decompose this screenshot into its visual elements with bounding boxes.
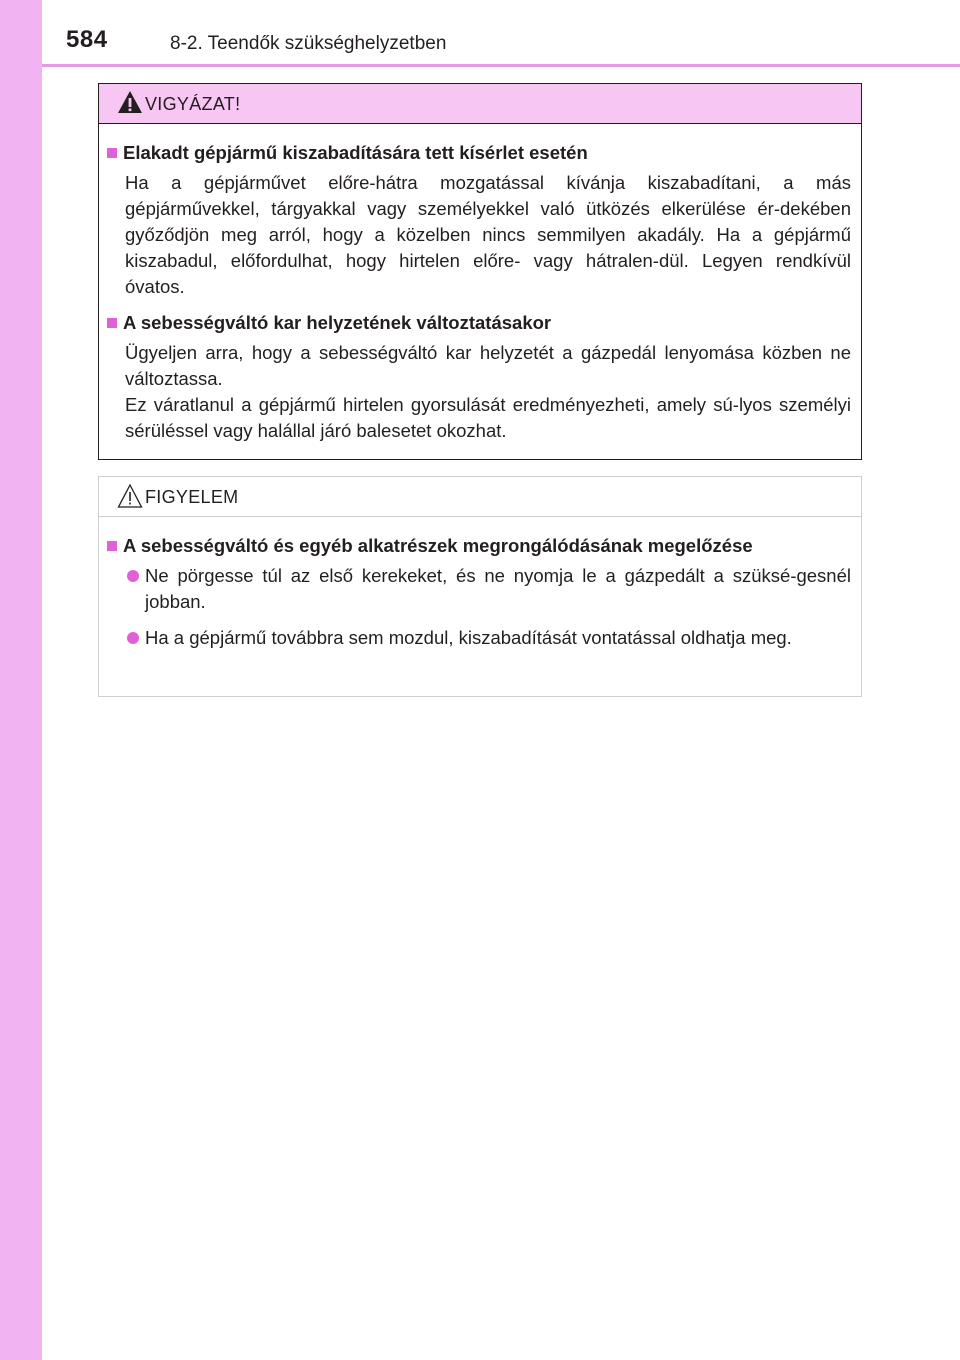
- square-bullet-icon: [107, 541, 117, 551]
- caution-triangle-icon: [117, 483, 143, 509]
- warning-box: [98, 83, 862, 460]
- warning-body: [99, 140, 861, 444]
- side-tab-strip: [0, 0, 42, 1360]
- warning-section-heading: A sebességváltó kar helyzetének változtatásakor: [107, 310, 851, 336]
- notice-label: FIGYELEM: [145, 487, 239, 507]
- page-number: 584: [66, 26, 108, 53]
- warning-section-heading: Elakadt gépjármű kiszabadítására tett kísérlet esetén: [107, 140, 851, 166]
- notice-section-heading: A sebességváltó és egyéb alkatrészek megrongálódásának megelőzése: [107, 533, 851, 559]
- round-bullet-icon: [127, 632, 139, 644]
- warning-box-header: [99, 84, 861, 124]
- notice-body: [99, 533, 861, 651]
- notice-box-header: [99, 477, 861, 517]
- warning-section-text: Ügyeljen arra, hogy a sebességváltó kar helyzetét a gázpedál lenyomása közben ne változtassa.: [125, 342, 851, 389]
- notice-box: [98, 476, 862, 697]
- warning-triangle-icon: [117, 90, 143, 114]
- square-bullet-icon: [107, 148, 117, 158]
- warning-section-text: Ha a gépjárművet előre-hátra mozgatással kívánja kiszabadítani, a más gépjárművekkel, tárgyakkal vagy személyekkel való ütközés elkerülése ér-dekében győződjön meg arról, hogy a közelben nincs semmilyen akadály. Ha a gépjármű kiszabadul, előfordulhat, hogy hirtelen előre- vagy hátralen-dül. Legyen rendkívül óvatos.: [125, 172, 851, 297]
- list-item: Ne pörgesse túl az első kerekeket, és ne nyomja le a gázpedált a szüksé-gesnél jobban.: [127, 563, 851, 615]
- list-item: Ha a gépjármű továbbra sem mozdul, kiszabadítását vontatással oldhatja meg.: [127, 625, 851, 651]
- warning-section-text: Ez váratlanul a gépjármű hirtelen gyorsulását eredményezheti, amely sú-lyos személyi sérüléssel vagy halállal járó balesetet okozhat.: [125, 394, 851, 441]
- warning-label: VIGYÁZAT!: [145, 94, 241, 114]
- square-bullet-icon: [107, 318, 117, 328]
- round-bullet-icon: [127, 570, 139, 582]
- chapter-title: 8-2. Teendők szükséghelyzetben: [170, 33, 447, 54]
- header-divider: [42, 64, 960, 67]
